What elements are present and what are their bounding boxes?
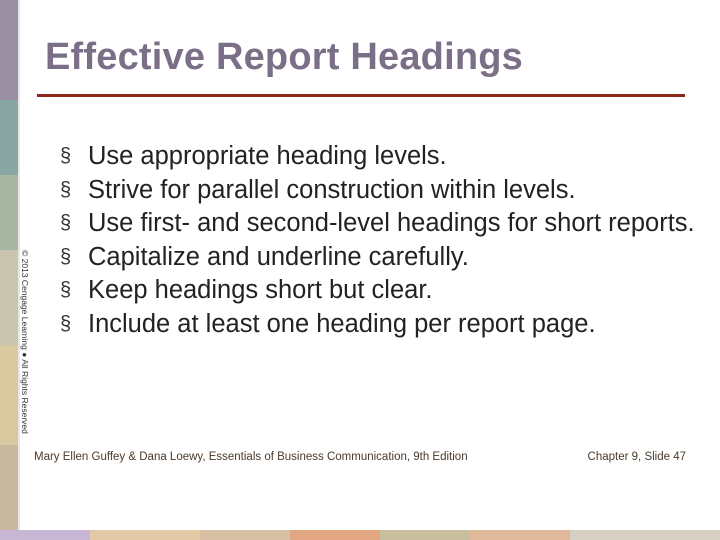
bullet-text: Strive for parallel construction within levels. [88,175,576,204]
bullet-text: Use appropriate heading levels. [88,142,447,170]
bullet-text: Capitalize and underline carefully. [88,242,469,271]
bullet-marker: § [60,279,72,301]
bullet-marker: § [60,312,72,335]
bullet-text: Use first- and second-level headings for short reports. [88,209,695,237]
bullet-list [60,140,710,341]
footer-citation: Mary Ellen Guffey & Dana Loewy, Essentials of Business Communication, 9th Edition [34,451,468,463]
copyright-notice [18,250,30,490]
slide-title: Effective Report Headings [45,36,523,78]
bullet-marker: § [60,178,72,201]
bullet-item [60,241,710,275]
footer-slide-number: Chapter 9, Slide 47 [587,451,686,463]
title-underline [37,94,685,97]
bottom-color-bar [0,530,720,540]
bullet-text: Keep headings short but clear. [88,276,433,304]
bullet-marker: § [60,245,72,268]
bullet-item [60,308,710,342]
bullet-marker: § [60,212,72,234]
bullet-item [60,274,710,308]
left-decorative-stripes [0,0,18,540]
bullet-text: Include at least one heading per report page. [88,309,596,338]
bullet-item [60,174,710,208]
bullet-item [60,140,710,174]
bullet-marker: § [60,145,72,167]
copyright-text: © 2013 Cengage Learning ● All Rights Reserved [20,250,30,434]
bullet-item [60,207,710,241]
